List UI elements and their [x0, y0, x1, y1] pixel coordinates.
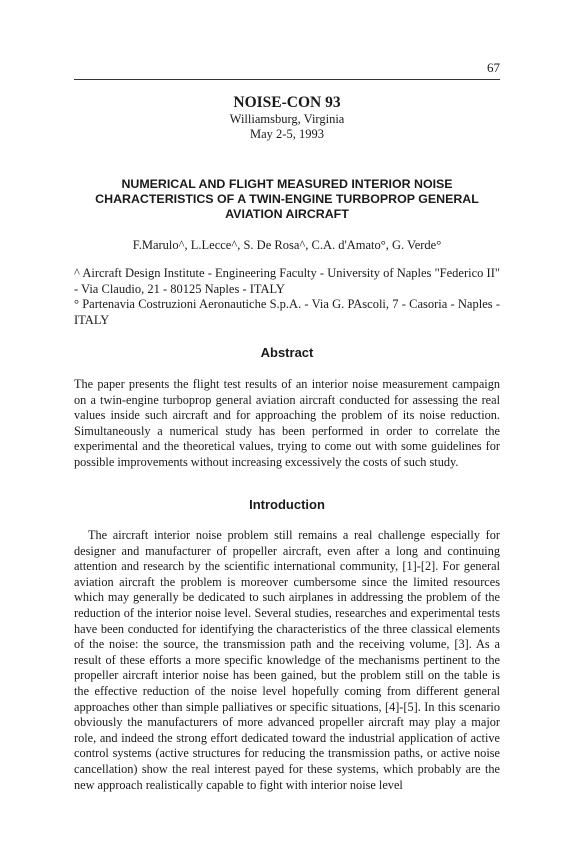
conference-dates: May 2-5, 1993 [250, 127, 324, 141]
page-number: 67 [487, 60, 500, 75]
paper-title: NUMERICAL AND FLIGHT MEASURED INTERIOR NOISE CHARACTERISTICS OF A TWIN-ENGINE TURBOPROP GENERAL AVIATION AIRCRAFT [95, 177, 479, 221]
affiliation-1: ^ Aircraft Design Institute - Engineering Faculty - University of Naples "Federico II" - Via Claudio, 21 - 80125 Naples - ITALY [74, 266, 500, 296]
conference-name: NOISE-CON 93 [233, 94, 341, 111]
abstract-heading: Abstract [260, 345, 314, 360]
introduction-heading: Introduction [249, 497, 325, 512]
conference-location: Williamsburg, Virginia [229, 112, 345, 126]
affiliations [74, 266, 500, 328]
introduction-text: The aircraft interior noise problem still remains a real challenge especially for designer and manufacturer of propeller aircraft, even after a long and continuing attention and research by the scientific international community, [1]-[2]. For general aviation aircraft the problem is moreover cumbersome since the limited resources which may generally be dedicated to such airplanes in addressing the problem of the reduction of the interior noise level. Several studies, researches and experimental tests have been conducted for identifying the characteristics of the three classical elements of the noise: the source, the transmission path and the receiving volume, [3]. As a result of these efforts a more specific knowledge of the mechanisms pertinent to the propeller aircraft interior noise has been gained, but the problem still on the table is the effective reduction of the noise level hopefully coming from different general approaches other than simple palliatives or specific situations, [4]-[5]. In this scenario obviously the manufacturers of more advanced propeller aircraft may play a major role, and indeed the strong effort dedicated toward the industrial application of active control systems (active structures for reducing the transmission paths, or active noise cancellation) show the real interest payed for these systems, which probably are the new approach realistically capable to fight with interior noise level [74, 528, 500, 792]
header-rule [74, 79, 500, 80]
affiliation-2: ° Partenavia Costruzioni Aeronautiche S.p.A. - Via G. PAscoli, 7 - Casoria - Naples - ITALY [74, 297, 500, 327]
authors: F.Marulo^, L.Lecce^, S. De Rosa^, C.A. d'Amato°, G. Verde° [132, 238, 442, 252]
abstract-text: The paper presents the flight test results of an interior noise measurement campaign on a twin-engine turboprop general aviation aircraft conducted for assessing the real values inside such aircraft and for approaching the problem of its noise reduction. Simultaneously a numerical study has been performed in order to correlate the experimental and the theoretical values, trying to come out with some guidelines for possible improvements without increasing excessively the costs of such study. [74, 377, 500, 469]
conference-block [74, 94, 500, 142]
